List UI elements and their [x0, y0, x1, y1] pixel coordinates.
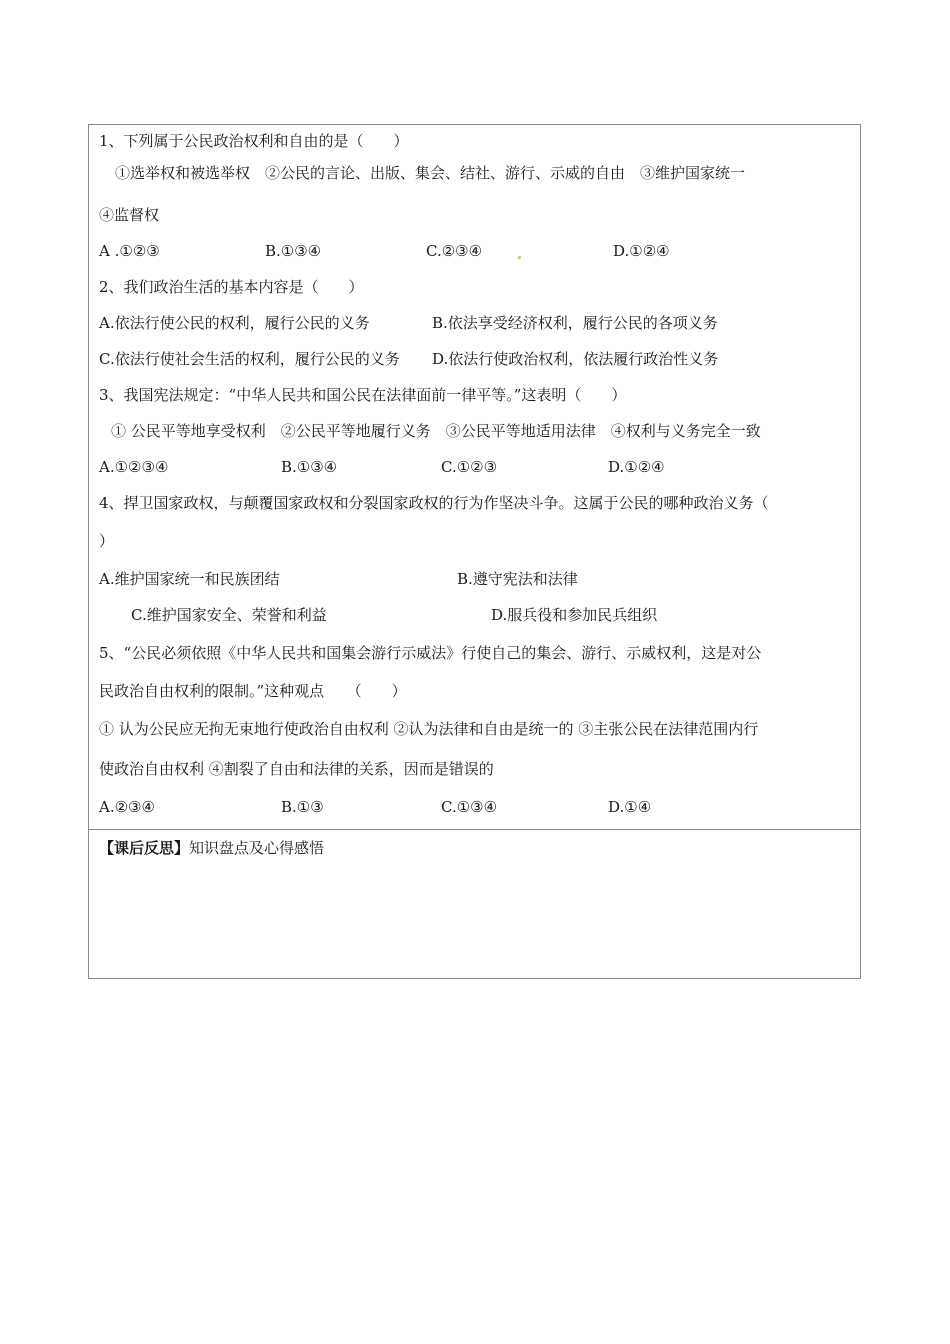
question-5-option-c: C.①③④ — [441, 798, 498, 816]
question-3-option-c: C.①②③ — [441, 458, 498, 476]
question-3-option-d: D.①②④ — [608, 458, 665, 476]
question-1-items-cont: ④监督权 — [99, 206, 160, 224]
question-3-option-b: B.①③④ — [281, 458, 338, 476]
question-3-option-a: A.①②③④ — [99, 458, 169, 476]
question-2-option-c: C.依法行使社会生活的权利，履行公民的义务 — [99, 350, 400, 368]
scan-dot — [518, 256, 521, 259]
question-4-stem: 4、捍卫国家政权，与颠覆国家政权和分裂国家政权的行为作坚决斗争。这属于公民的哪种政治义务（ — [99, 494, 769, 512]
question-4-option-b: B.遵守宪法和法律 — [457, 570, 578, 588]
question-5-items-cont: 使政治自由权利 ④割裂了自由和法律的关系，因而是错误的 — [99, 760, 494, 778]
reflection-heading — [99, 838, 324, 858]
question-1-option-b: B.①③④ — [265, 242, 322, 260]
question-4-option-c: C.维护国家安全、荣誉和利益 — [131, 606, 327, 624]
question-1-items: ①选举权和被选举权 ②公民的言论、出版、集会、结社、游行、示威的自由 ③维护国家统一 — [115, 164, 746, 182]
question-1-stem: 1、下列属于公民政治权利和自由的是（ ） — [99, 132, 409, 150]
question-5-stem-cont: 民政治自由权利的限制。”这种观点 （ ） — [99, 682, 407, 700]
question-1-option-d: D.①②④ — [613, 242, 670, 260]
question-3-items: ① 公民平等地享受权利 ②公民平等地履行义务 ③公民平等地适用法律 ④权利与义务完全一致 — [111, 422, 761, 440]
question-4-option-a: A.维护国家统一和民族团结 — [99, 570, 280, 588]
question-2-option-d: D.依法行使政治权利，依法履行政治性义务 — [432, 350, 719, 368]
question-1-option-a: A .①②③ — [99, 242, 160, 260]
questions-box — [88, 124, 861, 830]
question-5-option-d: D.①④ — [608, 798, 652, 816]
question-2-option-a: A.依法行使公民的权利，履行公民的义务 — [99, 314, 370, 332]
question-4-stem-cont: ） — [99, 532, 115, 550]
question-3-stem: 3、我国宪法规定：“中华人民共和国公民在法律面前一律平等。”这表明（ ） — [99, 386, 627, 404]
question-5-items: ① 认为公民应无拘无束地行使政治自由权利 ②认为法律和自由是统一的 ③主张公民在法律范围内行 — [99, 720, 759, 738]
question-5-stem: 5、“公民必须依照《中华人民共和国集会游行示威法》行使自己的集会、游行、示威权利，这是对公 — [99, 644, 762, 662]
reflection-title: 【课后反思】 — [99, 839, 190, 857]
question-2-stem: 2、我们政治生活的基本内容是（ ） — [99, 278, 364, 296]
question-5-option-b: B.①③ — [281, 798, 324, 816]
question-2-option-b: B.依法享受经济权利，履行公民的各项义务 — [432, 314, 718, 332]
reflection-subtitle: 知识盘点及心得感悟 — [189, 839, 325, 857]
question-1-option-c: C.②③④ — [426, 242, 483, 260]
question-5-option-a: A.②③④ — [99, 798, 155, 816]
question-4-option-d: D.服兵役和参加民兵组织 — [491, 606, 658, 624]
reflection-box — [88, 829, 861, 979]
